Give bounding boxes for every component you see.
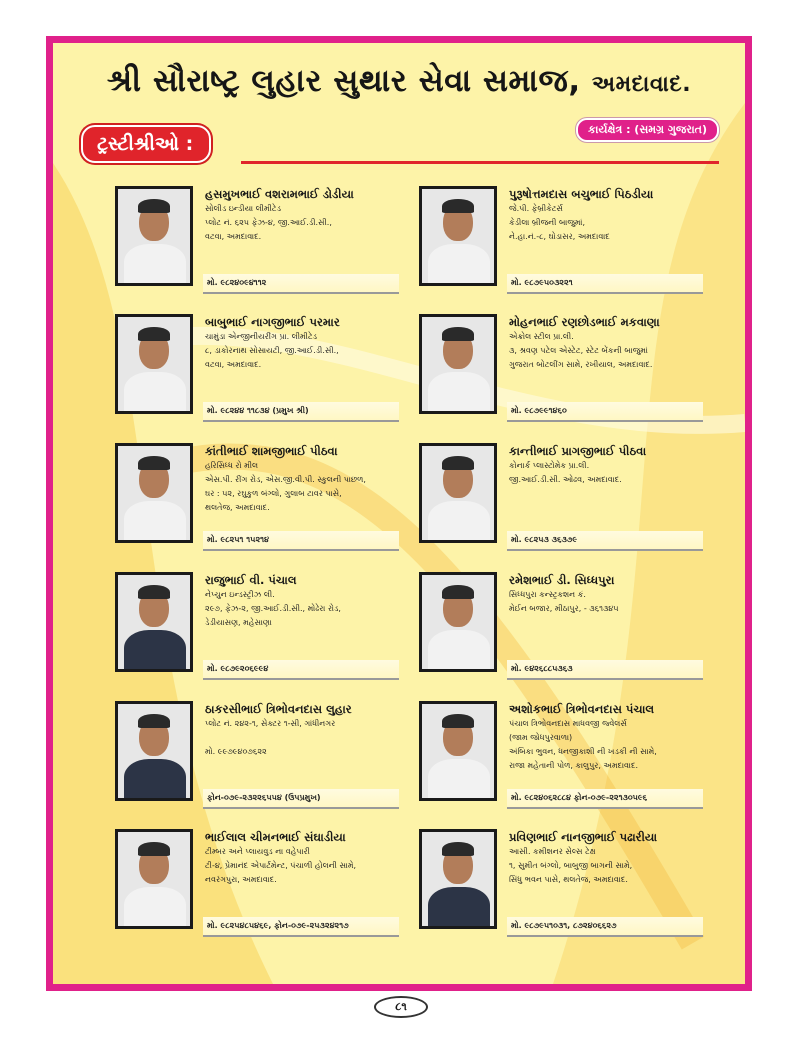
trustee-address-line: અંબિકા ભુવન, ધનજીકાશી ની ખડકી ની સામે, [509, 747, 657, 756]
trustee-address-line: ટીમ્બર અને પ્લાયવુડ ના વહેપારી [205, 847, 310, 856]
trustee-phone-line: મો. ૯૮૭૯૯૧૪૬૦ [511, 406, 567, 415]
trustee-address-line: વટવા, અમદાવાદ. [205, 232, 262, 241]
phone-bar [507, 660, 703, 680]
trustee-name: ઠાકરસીભાઈ ત્રિભોવનદાસ લુહાર [205, 702, 352, 716]
trustee-name: કાંતીભાઈ શામજીભાઈ પીઠવા [205, 444, 338, 458]
trustee-photo [115, 186, 193, 286]
region-badge: કાર્યક્ષેત્ર : (સમગ્ર ગુજરાત) [576, 118, 719, 142]
trustee-name: મોહનભાઈ રણછોડભાઈ મકવાણા [509, 315, 660, 329]
phone-bar [203, 917, 399, 937]
trustee-info [205, 829, 405, 887]
page-number: ૮૧ [374, 996, 428, 1018]
trustee-name: હસમુખભાઈ વશરામભાઈ ડોડીયા [205, 187, 354, 201]
trustee-name: રાજુભાઈ વી. પંચાલ [205, 573, 297, 587]
trustee-phone-line: મો. ૯૮૭૯૫૧૦૩૧, ૮૭૨૪૦૬૬૨૭ [511, 921, 617, 930]
trustee-card [419, 829, 701, 953]
trustee-photo [419, 829, 497, 929]
trustee-address-line: આસી. કમીશનર સેલ્સ ટેક્ષ [509, 847, 596, 856]
trustee-phone: મો. ૯૯૭૯૪૦૭૬૨૨ [205, 747, 267, 756]
trustee-photo [115, 572, 193, 672]
trustee-address-line: ગુજરાત બોટલીંગ સામે, રખીયાલ, અમદાવાદ. [509, 360, 653, 369]
trustee-card [115, 572, 397, 696]
page-frame [46, 36, 752, 991]
trustee-address-line: રાજા મહેતાની પોળ, કાલુપુર, અમદાવાદ. [509, 761, 638, 770]
trustee-card [115, 314, 397, 438]
trustee-address-line: હરિસિધ્ધ રો મીલ [205, 461, 259, 470]
trustee-address-line: નેપ્ચુન ઇન્ડસ્ટ્રીઝ લી. [205, 590, 275, 599]
phone-bar [203, 531, 399, 551]
phone-bar [203, 402, 399, 422]
trustee-info [509, 829, 709, 887]
phone-bar [507, 917, 703, 937]
trustee-phone-line: મો. ૯૮૨૪૦૯૪૧૧૨ [207, 278, 267, 287]
trustee-address-line: ને.હા.નં.-૮, ઘોડાસર, અમદાવાદ [509, 232, 610, 241]
trustee-address-line: ડેડીયાસણ, મહેસાણા [205, 618, 272, 627]
trustee-address-line: જી.આઈ.ડી.સી. ઓઢવ, અમદાવાદ. [509, 475, 622, 484]
trustee-address-line: સિંધુ ભવન પાસે, થલતેજ, અમદાવાદ. [509, 875, 628, 884]
phone-bar [507, 274, 703, 294]
trustee-address-line: સિધ્ધપુરા કન્સ્ટ્રકશન કં. [509, 590, 586, 599]
trustee-phone-line: મો. ૯૪૨૬૮૮૫૩૬૩ [511, 664, 573, 673]
trustee-address-line: ૮, ડાકોરનાથ સોસાયટી, જી.આઈ.ડી.સી., [205, 346, 339, 355]
trustee-card [115, 443, 397, 567]
phone-bar [507, 531, 703, 551]
trustee-address-line: એસ.પી. રીંગ રોડ, એસ.જી.વી.પી. સ્કુલની પાછળ, [205, 475, 366, 484]
phone-bar [203, 660, 399, 680]
trustee-phone-line: મો. ૯૮૭૯૨૦૬૯૯૪ [207, 664, 269, 673]
trustee-name: અશોકભાઈ ત્રિભોવનદાસ પંચાલ [509, 702, 655, 716]
trustee-info [205, 314, 405, 372]
trustee-phone-line: મો. ૯૮૨૪૪ ૧૧૮૩૪ (પ્રમુખ શ્રી) [207, 406, 309, 415]
trustee-card [419, 701, 701, 825]
trustee-photo [115, 829, 193, 929]
trustee-phone-line: મો. ૯૮૨૪૦૬૨૮૮૪ ફોન-૦૭૯-૨૨૧૩૦૫૯૬ [511, 793, 648, 802]
trustee-phone-line: મો. ૯૮૭૯૫૦૩૨૨૧ [511, 278, 573, 287]
trustee-photo [419, 701, 497, 801]
trustee-address-line: ૩, શ્રવણ પટેલ એસ્ટેટ, સ્ટેટ બેંકની બાજુમાં [509, 346, 648, 355]
trustee-name: બાબુભાઈ નાગજીભાઈ પરમાર [205, 315, 340, 329]
trustee-card [419, 443, 701, 567]
trustee-address-line: ૧, સુમીત બંગ્લો, બાબુજી બાગની સામે, [509, 861, 633, 870]
phone-bar [203, 789, 399, 809]
trustee-photo [419, 572, 497, 672]
page-title [53, 63, 745, 100]
trustee-card [115, 701, 397, 825]
title-text: શ્રી સૌરાષ્ટ્ર લુહાર સુથાર સેવા સમાજ, [106, 63, 581, 99]
trustee-address-line: પંચાલ ત્રિભોવનદાસ માધવજી જ્વેલર્સ [509, 719, 627, 728]
divider-line [241, 161, 719, 164]
title-city: અમદાવાદ. [591, 72, 692, 97]
trustee-info [205, 443, 405, 515]
trustee-photo [115, 443, 193, 543]
phone-bar [507, 402, 703, 422]
trustee-info [509, 701, 709, 773]
trustee-name: રમેશભાઈ ડી. સિધ્ધપુરા [509, 573, 615, 587]
trustee-address-line: કોનાર્ક પ્લાસ્ટોમેક પ્રા.લી. [509, 461, 590, 470]
trustee-card [419, 314, 701, 438]
trustee-address-line: નવરંગપુરા, અમદાવાદ. [205, 875, 277, 884]
trustee-phone-line: ફોન-૦૭૯-૨૩૨૨૬૫૫૪ (ઉપપ્રમુખ) [207, 793, 321, 802]
trustee-name: પ્રવિણભાઈ નાનજીભાઈ પઢારીયા [509, 830, 658, 844]
trustee-photo [115, 314, 193, 414]
trustee-address-line: પ્લોટ નં. ૬૨૫ ફેઝ-૪, જી.આઈ.ડી.સી., [205, 218, 332, 227]
trustee-address-line: એક્રોલ સ્ટીલ પ્રા.લી. [509, 332, 574, 341]
trustee-info [509, 443, 709, 487]
trustee-photo [115, 701, 193, 801]
trustee-name: કાન્તીભાઈ પ્રાગજીભાઈ પીઠવા [509, 444, 647, 458]
trustee-address-line: કેડીલા બ્રીજની બાજુમાં, [509, 218, 586, 227]
phone-bar [203, 274, 399, 294]
trustee-card [419, 572, 701, 696]
trustee-name: ભાઈલાલ ચીમનભાઈ સંઘાડીયા [205, 830, 346, 844]
trustee-photo [419, 443, 497, 543]
trustee-info [509, 314, 709, 372]
trustee-info [205, 572, 405, 630]
trustee-address-line: મેઈન બજાર, મીઠાપુર, - ૩૬૧૩૪૫ [509, 604, 619, 613]
trustee-info [205, 186, 405, 244]
trustee-name: પુરૂષોત્તમદાસ બચુભાઈ પિઠડીયા [509, 187, 654, 201]
trustee-address-line: સોલીડ ઇન્ડીયા લીમીટેડ [205, 204, 281, 213]
trustee-phone-line: મો. ૯૮૨૫૩ ૩૬૩૭૯ [511, 535, 578, 544]
trustee-address-line: ચામુંડા એન્જીનીયરીંગ પ્રા. લીમીટેડ [205, 332, 318, 341]
trustee-address-line: પ્લોટ નં. ૨૪૨-૧, સેક્ટર ૧-સી, ગાંધીનગર [205, 719, 336, 728]
trustee-address-line: જે.પી. ફેબ્રીકેટર્સ [509, 204, 563, 213]
trustee-info [509, 186, 709, 244]
trustee-address-line: ટી-૪, પ્રેમાનંદ એપાર્ટમેન્ટ, પંચાળી હોલની સામે, [205, 861, 357, 870]
trustee-card [419, 186, 701, 310]
trustee-phone-line: મો. ૯૮૨૫૪૮૫૪૬૯, ફોન-૦૭૯-૨૫૩૨૪૨૧૭ [207, 921, 349, 930]
section-title-badge: ટ્રસ્ટીશ્રીઓ : [81, 125, 211, 163]
trustee-card [115, 829, 397, 953]
trustee-address-line: ૨૯૭, ફેઝ-૨, જી.આઈ.ડી.સી., મોઢેરા રોડ, [205, 604, 341, 613]
trustee-info [205, 701, 405, 759]
trustee-address-line: ઘર : ૫૨, રઘુકુળ બંગ્લો, ગુલાબ ટાવર પાસે, [205, 489, 342, 498]
phone-bar [507, 789, 703, 809]
trustee-address-line: થલતેજ, અમદાવાદ. [205, 503, 270, 512]
trustee-card [115, 186, 397, 310]
trustee-photo [419, 314, 497, 414]
trustee-phone-line: મો. ૯૮૨૫૧ ૧૫૨૧૪ [207, 535, 270, 544]
trustee-photo [419, 186, 497, 286]
trustee-address-line: વટવા, અમદાવાદ. [205, 360, 262, 369]
trustee-address-line: (જામ જોધપુરવાળા) [509, 733, 573, 742]
trustee-info [509, 572, 709, 616]
